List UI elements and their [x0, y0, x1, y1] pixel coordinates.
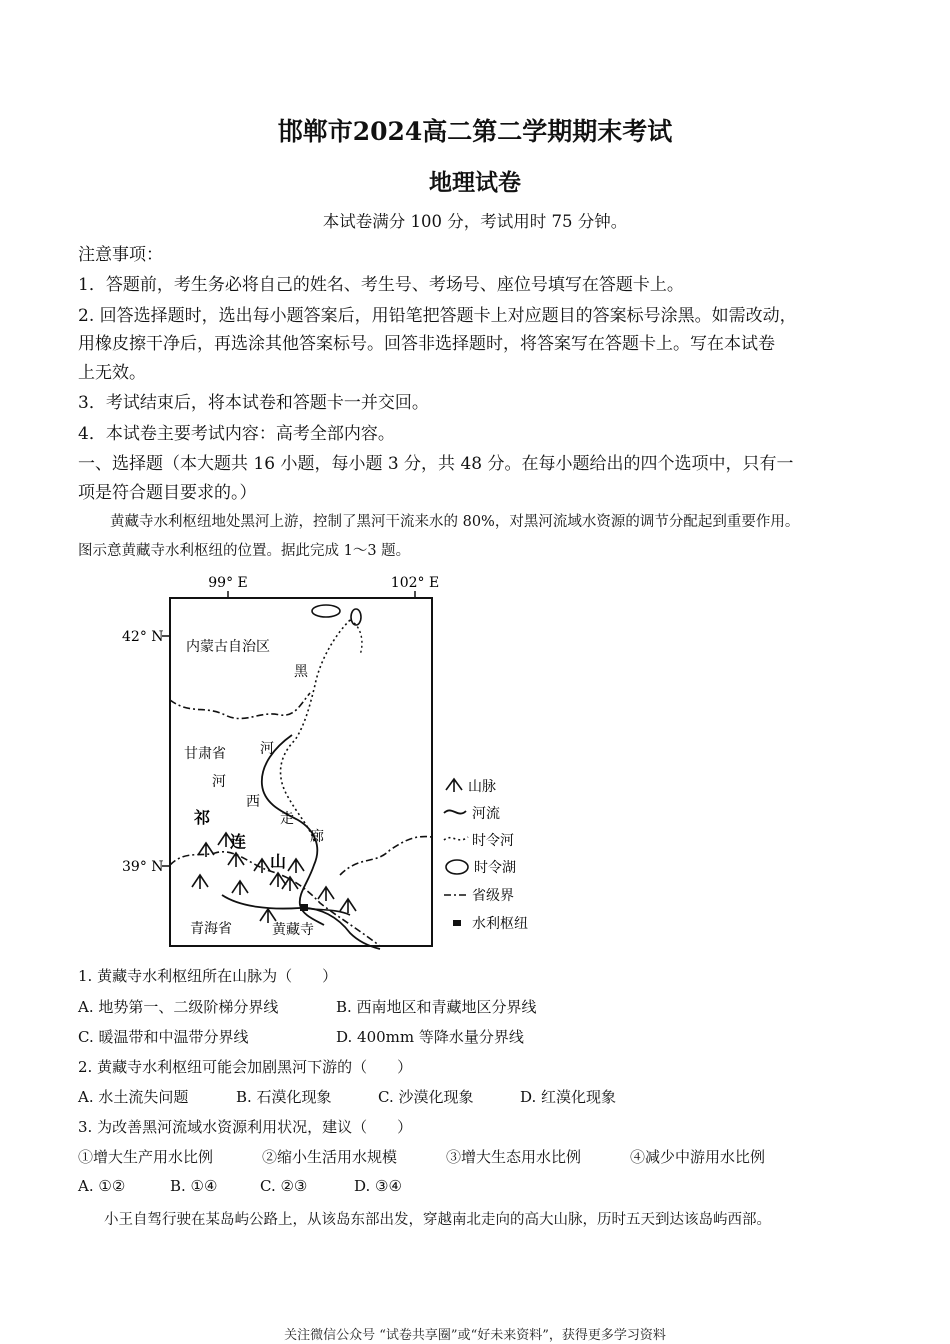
region-qh-label: 青海省 — [190, 921, 232, 937]
q3-statement-4: ④减少中游用水比例 — [630, 1148, 766, 1166]
notice-item-2-line-2: 用橡皮擦干净后，再选涂其他答案标号。回答非选择题时，将答案写在答题卡上。写在本试卷 — [78, 334, 775, 354]
exam-title: 邯郸市2024高二第二学期期末考试 — [277, 117, 673, 146]
region-gs-label: 甘肃省 — [184, 746, 226, 762]
mountain-char-1: 祁 — [194, 808, 211, 827]
q3-statement-2: ②缩小生活用水规模 — [262, 1148, 398, 1166]
notice-item-2-line-1: 2. 回答选择题时，选出每小题答案后，用铅笔把答题卡上对应题目的答案标号涂黑。如需改动， — [78, 306, 797, 326]
legend-river-icon — [444, 810, 466, 813]
legend-river: 河流 — [472, 806, 500, 822]
river-char-1: 黑 — [294, 664, 308, 680]
q2-option-b: B. 石漠化现象 — [236, 1088, 332, 1106]
river-map — [110, 565, 560, 960]
q2-option-a: A. 水土流失问题 — [78, 1088, 189, 1106]
mountain-symbols — [192, 833, 356, 923]
section-heading-line-1: 一、选择题（本大题共 16 小题，每小题 3 分，共 48 分。在每小题给出的四个选项中，只有一 — [78, 454, 794, 474]
exam-info: 本试卷满分 100 分，考试用时 75 分钟。 — [322, 212, 628, 231]
intro-line-1: 黄藏寺水利枢纽地处黑河上游，控制了黑河干流来水的 80%，对黑河流域水资源的调节分配起到重要作用。 — [110, 514, 800, 530]
lat-label-39: 39° N — [122, 859, 164, 875]
notice-item-1: 1．答题前，考生务必将自己的姓名、考生号、考场号、座位号填写在答题卡上。 — [78, 275, 684, 295]
lat-label-42: 42° N — [122, 629, 164, 645]
notice-item-4: 4．本试卷主要考试内容：高考全部内容。 — [78, 424, 395, 444]
corridor-char-2: 西 — [246, 794, 260, 810]
legend-reservoir-icon — [453, 920, 461, 926]
mountain-char-3: 山 — [270, 852, 287, 871]
question-3: 3. 为改善黑河流域水资源利用状况，建议（ ） — [78, 1118, 413, 1136]
q2-option-c: C. 沙漠化现象 — [378, 1088, 474, 1106]
notice-item-3: 3．考试结束后，将本试卷和答题卡一并交回。 — [78, 393, 429, 413]
legend-mountain-icon — [446, 779, 462, 792]
q3-statement-3: ③增大生态用水比例 — [446, 1148, 582, 1166]
q3-option-a: A. ①② — [78, 1177, 126, 1195]
mountain-char-2: 连 — [230, 832, 247, 851]
q3-statement-1: ①增大生产用水比例 — [78, 1148, 214, 1166]
corridor-char-4: 廊 — [310, 829, 324, 845]
legend-seasonal-lake-icon — [446, 860, 468, 874]
section-heading-line-2: 项是符合题目要求的。） — [78, 483, 257, 503]
lon-label-102: 102° E — [390, 575, 440, 591]
legend-mountain: 山脉 — [468, 779, 496, 795]
seasonal-lake-2 — [351, 609, 361, 625]
lon-label-99: 99° E — [208, 575, 248, 591]
river-char-2: 河 — [260, 741, 274, 757]
q1-option-b: B. 西南地区和青藏地区分界线 — [336, 998, 537, 1016]
question-1: 1. 黄藏寺水利枢纽所在山脉为（ ） — [78, 967, 338, 985]
q2-option-d: D. 红漠化现象 — [520, 1088, 617, 1106]
legend-reservoir: 水利枢纽 — [472, 916, 528, 932]
map-legend — [444, 779, 528, 932]
legend-seasonal-river-icon — [444, 837, 468, 840]
region-nm-label: 内蒙古自治区 — [186, 639, 270, 655]
q1-option-d: D. 400mm 等降水量分界线 — [336, 1028, 524, 1046]
q1-option-a: A. 地势第一、二级阶梯分界线 — [78, 998, 279, 1016]
corridor-char-3: 走 — [280, 811, 294, 827]
page-footer: 关注微信公众号 “试卷共享圈”或“好未来资料”，获得更多学习资料 — [284, 1328, 666, 1343]
legend-seasonal-lake: 时令湖 — [474, 860, 516, 876]
intro-line-2: 图示意黄藏寺水利枢纽的位置。据此完成 1～3 题。 — [78, 543, 411, 559]
question-2: 2. 黄藏寺水利枢纽可能会加剧黑河下游的（ ） — [78, 1058, 413, 1076]
q3-option-d: D. ③④ — [354, 1177, 402, 1195]
boundary-east — [340, 837, 432, 875]
next-intro: 小王自驾行驶在某岛屿公路上，从该岛东部出发，穿越南北走向的高大山脉，历时五天到达该岛屿西部。 — [104, 1212, 771, 1228]
notice-item-2-line-3: 上无效。 — [78, 363, 146, 383]
boundary-nm-gs — [170, 693, 310, 719]
place-label: 黄藏寺 — [272, 922, 314, 938]
notice-heading: 注意事项： — [78, 245, 163, 265]
q1-option-c: C. 暖温带和中温带分界线 — [78, 1028, 249, 1046]
legend-boundary: 省级界 — [472, 888, 514, 904]
exam-subtitle: 地理试卷 — [429, 169, 521, 196]
q3-option-b: B. ①④ — [170, 1177, 218, 1195]
seasonal-river — [281, 620, 350, 843]
legend-seasonal-river: 时令河 — [472, 833, 514, 849]
q3-option-c: C. ②③ — [260, 1177, 308, 1195]
corridor-char-1: 河 — [212, 774, 226, 790]
seasonal-lake-1 — [312, 605, 340, 617]
reservoir-marker — [300, 904, 308, 911]
